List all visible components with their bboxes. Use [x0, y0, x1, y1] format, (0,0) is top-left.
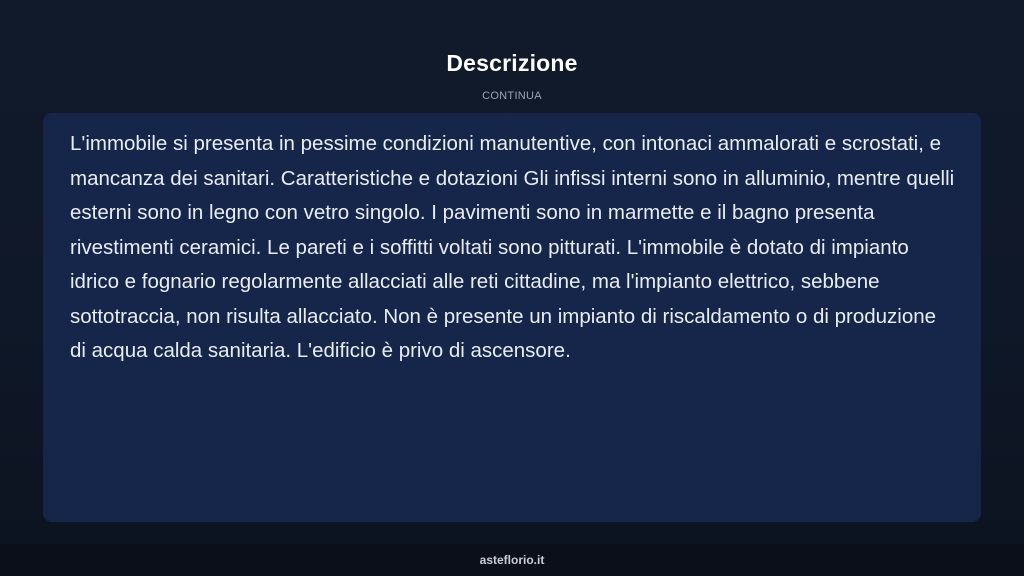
footer-site-label: asteflorio.it — [479, 553, 545, 567]
description-text: L'immobile si presenta in pessime condizioni manutentive, con intonaci ammalorati e scrostati, e mancanza dei sanitari. Caratteristiche e dotazioni Gli infissi interni sono in alluminio, mentre quelli esterni sono in legno con vetro singolo. I pavimenti sono in marmette e il bagno presenta rivestimenti ceramici. Le pareti e i soffitti voltati sono pitturati. L'immobile è dotato di impianto idrico e fognario regolarmente allacciati alle reti cittadine, ma l'impianto elettrico, sebbene sottotraccia, non risulta allacciato. Non è presente un impianto di riscaldamento o di produzione di acqua calda sanitaria. L'edificio è privo di ascensore. — [70, 132, 955, 362]
continue-label: CONTINUA — [482, 90, 542, 102]
footer-bar — [0, 544, 1024, 576]
page-title: Descrizione — [446, 50, 578, 76]
description-card — [43, 113, 981, 522]
